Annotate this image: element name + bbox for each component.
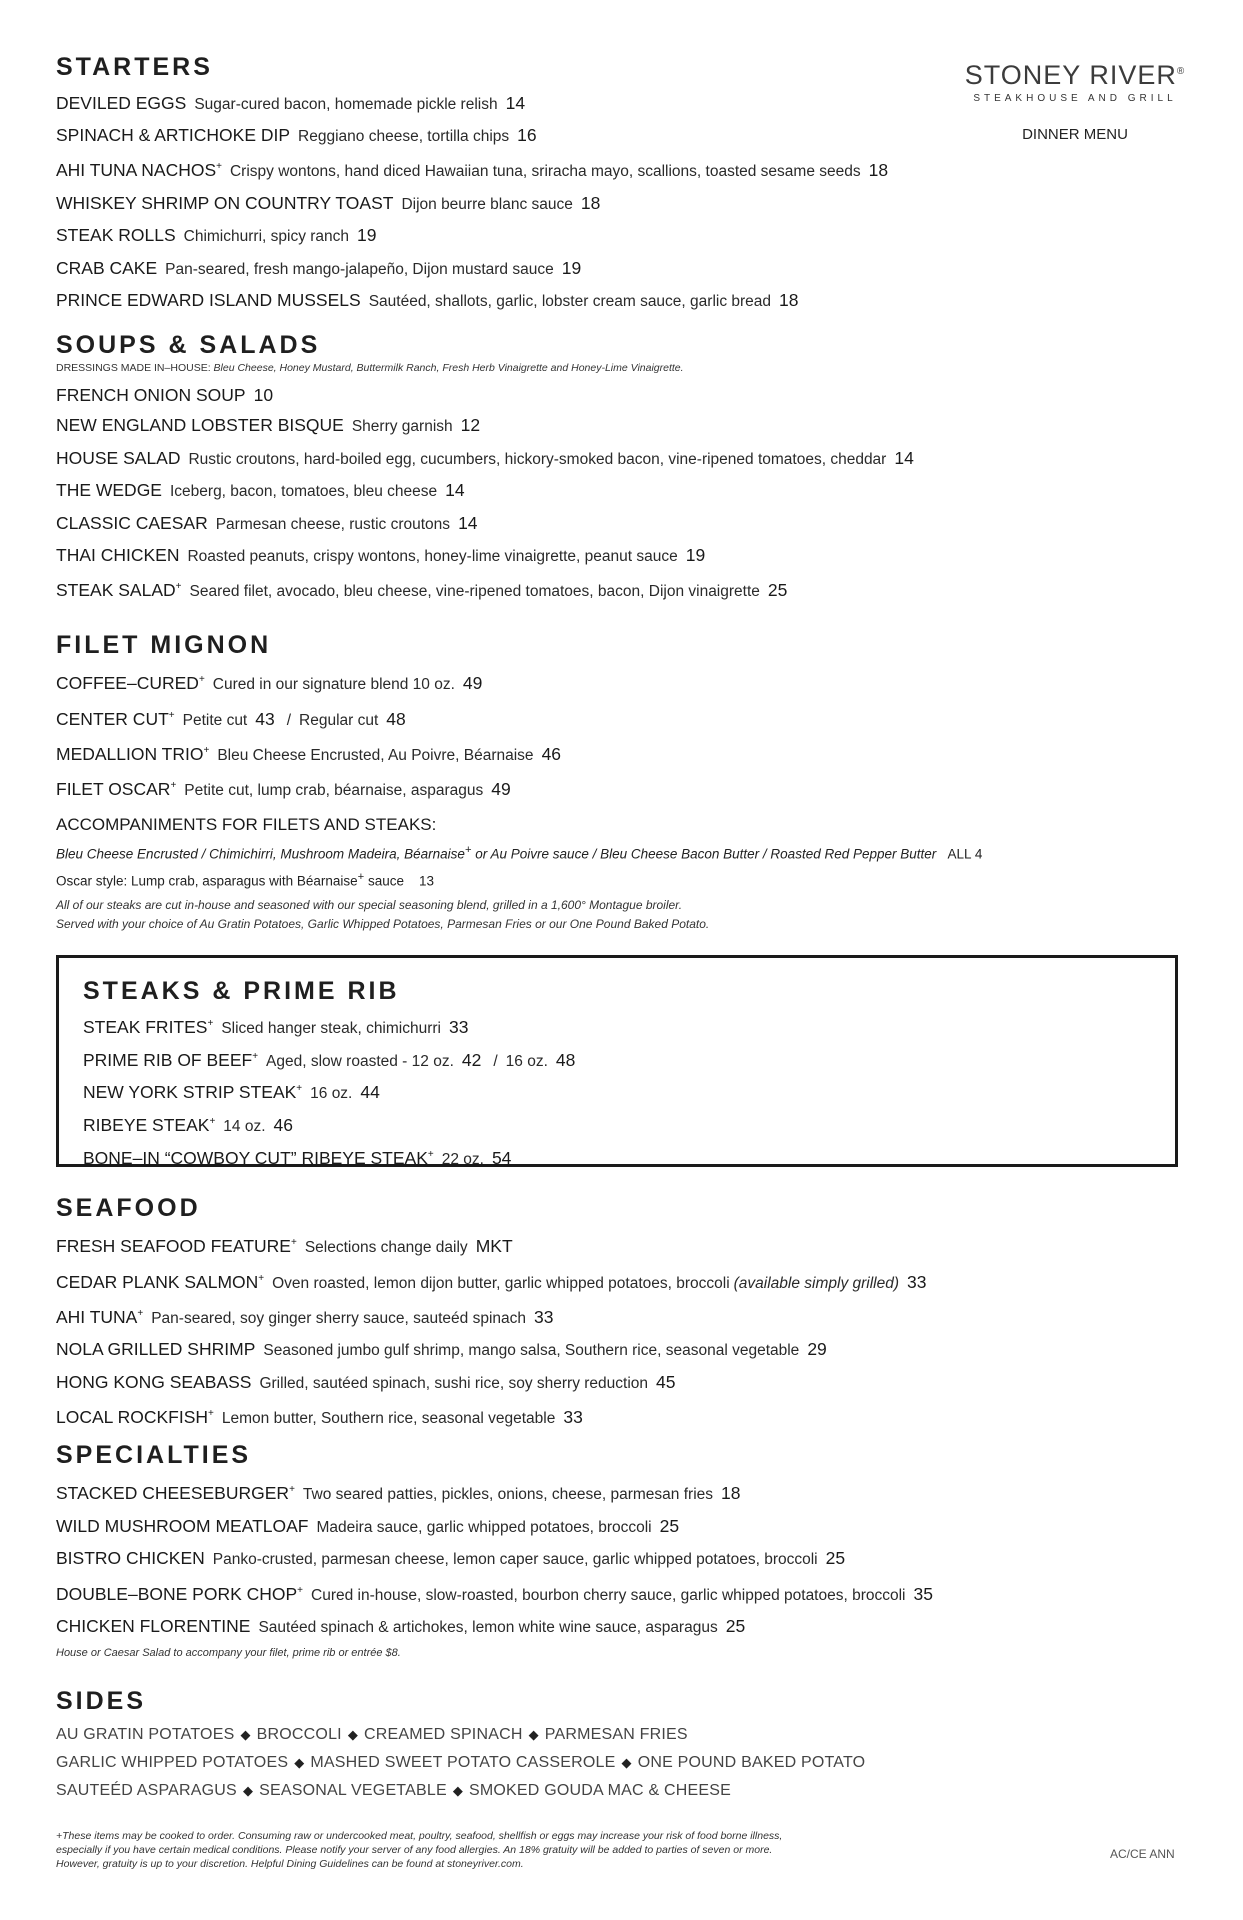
menu-item: [83, 1112, 575, 1137]
item-description: Petite cut: [182, 711, 248, 729]
item-list: [83, 1014, 575, 1170]
menu-item: [56, 125, 1176, 147]
item-name: [56, 1516, 308, 1536]
item-name: [56, 1616, 250, 1636]
item-mark: +: [198, 674, 205, 686]
item-name-text: CHICKEN FLORENTINE: [56, 1616, 251, 1637]
diamond-icon: ◆: [240, 1727, 251, 1742]
item-mark: +: [252, 1050, 259, 1062]
item-name-text: FILET OSCAR: [56, 779, 171, 800]
item-price: MKT: [475, 1236, 513, 1257]
sides-lines: [56, 1726, 1176, 1800]
section-title: SEAFOOD: [56, 1194, 201, 1222]
item-name-text: AHI TUNA NACHOS: [56, 160, 217, 181]
steak-note-2: Served with your choice of Au Gratin Potatoes, Garlic Whipped Potatoes, Parmesan Fries or our One Pound Baked Potato.: [56, 917, 710, 932]
disclaimer: +These items may be cooked to order. Consuming raw or undercooked meat, poultry, seafood, shellfish or eggs may increase your risk of food borne illness, especially if you have certain medical conditions. Please notify your server of any food allergies. An 18% gratuity will be added to parties of seven or more. However, gratuity is up to your discretion. Helpful Dining Guidelines can be found at stoneyriver.com.: [56, 1830, 783, 1870]
side-item: GARLIC WHIPPED POTATOES: [56, 1754, 289, 1771]
item-price: 33: [563, 1407, 583, 1428]
item-description: Lemon butter, Southern rice, seasonal vegetable: [221, 1410, 556, 1428]
item-name-text: NEW ENGLAND LOBSTER BISQUE: [56, 415, 344, 435]
section-title: SPECIALTIES: [56, 1441, 252, 1469]
item-description: Chimichurri, spicy ranch: [183, 228, 350, 246]
item-name-text: WHISKEY SHRIMP ON COUNTRY TOAST: [56, 192, 394, 213]
side-item: CREAMED SPINACH: [364, 1726, 523, 1743]
item-name-text: LOCAL ROCKFISH: [56, 1407, 209, 1428]
side-item: PARMESAN FRIES: [544, 1726, 688, 1743]
item-price: 42: [461, 1049, 482, 1070]
menu-item: [56, 1372, 1176, 1394]
item-description: Sugar-cured bacon, homemade pickle relish: [194, 95, 498, 113]
menu-label: DINNER MENU: [1022, 126, 1128, 143]
item-description: Sautéed spinach & artichokes, lemon white wine sauce, asparagus: [258, 1619, 718, 1637]
item-description: 14 oz.: [223, 1118, 266, 1136]
menu-item: [56, 1269, 1176, 1294]
diamond-icon: ◆: [452, 1783, 464, 1798]
item-name: [56, 193, 393, 213]
item-name: [56, 1372, 251, 1392]
item-name: [56, 673, 205, 693]
item-mark: +: [208, 1408, 214, 1420]
item-name: [83, 1115, 215, 1135]
menu-item: [56, 415, 1176, 437]
item-mark: +: [137, 1308, 144, 1320]
menu-item: [56, 480, 1176, 502]
item-description: Crispy wontons, hand diced Hawaiian tuna, sriracha mayo, scallions, toasted sesame seeds: [229, 163, 861, 181]
item-mark: +: [168, 709, 175, 721]
item-description: Sliced hanger steak, chimichurri: [221, 1019, 441, 1037]
menu-item: [83, 1014, 575, 1039]
item-price: 45: [656, 1371, 676, 1392]
menu-item: [56, 706, 1176, 731]
item-list: [56, 1234, 1176, 1430]
menu-item: [56, 1581, 1176, 1606]
item-description: 22 oz.: [441, 1151, 484, 1169]
menu-code: AC/CE ANN: [1110, 1847, 1175, 1861]
item-price: 33: [907, 1271, 927, 1292]
menu-item: [56, 1404, 1176, 1429]
item-name: [56, 709, 175, 729]
menu-item: [83, 1080, 575, 1105]
soups-salads-section: [56, 330, 1176, 602]
item-name-text: RIBEYE STEAK: [83, 1115, 210, 1136]
item-name-text: NOLA GRILLED SHRIMP: [56, 1339, 256, 1360]
item-name-text: CEDAR PLANK SALMON: [56, 1271, 259, 1292]
item-price: 16: [517, 125, 537, 145]
section-title: SIDES: [56, 1687, 147, 1715]
side-item: SAUTEÉD ASPARAGUS: [56, 1782, 237, 1799]
item-price-2: 48: [386, 708, 406, 729]
item-description: Pan-seared, fresh mango-jalapeño, Dijon mustard sauce: [165, 260, 554, 278]
item-name: [56, 1339, 255, 1359]
item-name: [56, 1584, 303, 1604]
side-item: BROCCOLI: [256, 1726, 342, 1743]
item-name: [83, 1050, 258, 1070]
side-item: MASHED SWEET POTATO CASSEROLE: [310, 1754, 616, 1771]
item-name: [56, 545, 179, 565]
item-description: Panko-crusted, parmesan cheese, lemon caper sauce, garlic whipped potatoes, broccoli: [212, 1551, 818, 1569]
seafood-section: [56, 1193, 1176, 1429]
item-name-text: CENTER CUT: [56, 708, 169, 729]
item-name: [56, 160, 222, 180]
item-name-text: PRIME RIB OF BEEF: [83, 1049, 253, 1070]
item-description: Seasoned jumbo gulf shrimp, mango salsa, Southern rice, seasonal vegetable: [263, 1342, 800, 1360]
item-name-text: COFFEE–CURED: [56, 673, 199, 694]
item-price: 33: [534, 1306, 554, 1327]
item-description: Cured in our signature blend 10 oz.: [212, 676, 455, 694]
item-name: [56, 1307, 143, 1327]
dressings-note: DRESSINGS MADE IN–HOUSE: Bleu Cheese, Honey Mustard, Buttermilk Ranch, Fresh Herb Vinaigrette and Honey-Lime Vinaigrette.: [56, 362, 684, 374]
item-description: Seared filet, avocado, bleu cheese, vine-ripened tomatoes, bacon, Dijon vinaigrette: [189, 583, 760, 601]
item-name: [56, 580, 181, 600]
item-mark: +: [216, 161, 222, 173]
item-description: Sherry garnish: [351, 418, 453, 435]
menu-item: [56, 93, 1176, 115]
item-mark: +: [258, 1272, 265, 1284]
menu-item: [56, 158, 1176, 183]
item-price: 10: [253, 384, 274, 405]
side-item: SMOKED GOUDA MAC & CHEESE: [469, 1782, 731, 1799]
item-name: [56, 290, 361, 310]
sides-line: [56, 1726, 1176, 1744]
side-item: SEASONAL VEGETABLE: [259, 1782, 447, 1799]
item-name-text: STEAK ROLLS: [56, 225, 176, 246]
menu-item: [56, 545, 1176, 567]
menu-item: [56, 1616, 1176, 1638]
menu-item: [83, 1145, 575, 1170]
item-name: [56, 779, 176, 799]
item-price: 14: [445, 480, 465, 500]
sides-line: [56, 1754, 1176, 1772]
menu-item: [56, 671, 1176, 696]
item-name-text: STEAK SALAD: [56, 580, 176, 601]
sides-section: [56, 1686, 1176, 1800]
item-price: 14: [505, 92, 526, 113]
item-mark: +: [203, 745, 210, 757]
menu-item: [56, 578, 1176, 603]
item-description: Dijon beurre blanc sauce: [401, 195, 573, 213]
specialties-section: [56, 1440, 1176, 1663]
item-price: 19: [561, 257, 582, 278]
accompaniments-line: Bleu Cheese Encrusted / Chimichirri, Mushroom Madeira, Béarnaise+ or Au Poivre sauce / Bleu Cheese Bacon Butter / Roasted Red Pepper Butter ALL 4: [56, 844, 983, 862]
item-description: Two seared patties, pickles, onions, cheese, parmesan fries: [302, 1486, 714, 1504]
item-description: Petite cut, lump crab, béarnaise, asparagus: [184, 782, 484, 800]
item-price: 25: [659, 1515, 680, 1536]
item-description: 16 oz.: [310, 1085, 353, 1103]
item-price: 44: [360, 1082, 380, 1103]
item-mark: +: [289, 1484, 295, 1496]
item-name: [56, 513, 208, 533]
starters-section: [56, 52, 1176, 312]
item-name-text: DEVILED EGGS: [56, 92, 187, 113]
item-mark: +: [297, 1584, 304, 1596]
item-price: 46: [541, 743, 562, 764]
item-description: Cured in-house, slow-roasted, bourbon cherry sauce, garlic whipped potatoes, broccoli: [311, 1586, 906, 1604]
item-description: Selections change daily: [304, 1239, 468, 1257]
item-mark: +: [296, 1083, 303, 1095]
item-list: [56, 1481, 1176, 1639]
side-item: ONE POUND BAKED POTATO: [637, 1754, 866, 1771]
menu-item: [56, 741, 1176, 766]
section-title: FILET MIGNON: [56, 631, 272, 659]
menu-item: [56, 1516, 1176, 1538]
item-name: [83, 1017, 213, 1037]
item-price: 19: [357, 225, 377, 246]
item-price: 25: [825, 1548, 846, 1569]
item-list: [56, 385, 1176, 603]
item-name: [56, 258, 157, 278]
item-name: [56, 1272, 264, 1292]
item-name: [83, 1148, 434, 1168]
item-description: Iceberg, bacon, tomatoes, bleu cheese: [169, 483, 438, 500]
item-description: Roasted peanuts, crispy wontons, honey-lime vinaigrette, peanut sauce: [187, 548, 678, 565]
item-name: [56, 1236, 297, 1256]
item-description: Pan-seared, soy ginger sherry sauce, sauteéd spinach: [151, 1309, 527, 1327]
item-name-text: CLASSIC CAESAR: [56, 512, 208, 533]
item-price: 12: [460, 415, 481, 435]
menu-item: [56, 258, 1176, 280]
item-name: [56, 1407, 214, 1427]
menu-item: [83, 1047, 575, 1072]
item-price: 18: [868, 160, 889, 181]
diamond-icon: ◆: [528, 1727, 539, 1742]
item-price: 43: [255, 708, 275, 729]
logo-name: STONEY RIVER®: [964, 60, 1186, 90]
item-price: 29: [807, 1339, 827, 1360]
item-name-text: PRINCE EDWARD ISLAND MUSSELS: [56, 290, 361, 311]
item-price: 33: [449, 1016, 469, 1037]
item-name-text: HOUSE SALAD: [56, 447, 181, 468]
menu-item: [56, 1234, 1176, 1259]
item-description: Bleu Cheese Encrusted, Au Poivre, Béarnaise: [217, 746, 534, 764]
item-description-2: Regular cut: [299, 711, 379, 729]
item-price: 14: [894, 447, 914, 468]
menu-item: [56, 513, 1176, 535]
menu-item: [56, 1339, 1176, 1361]
item-description: Madeira sauce, garlic whipped potatoes, broccoli: [316, 1518, 652, 1536]
menu-item: [56, 193, 1176, 215]
filet-section: [56, 630, 1176, 934]
item-name-text: AHI TUNA: [56, 1306, 138, 1327]
item-name-text: STACKED CHEESEBURGER: [56, 1483, 290, 1504]
menu-item: [56, 1481, 1176, 1506]
item-note: (available simply grilled): [733, 1274, 900, 1292]
diamond-icon: ◆: [294, 1755, 305, 1770]
item-name-text: BISTRO CHICKEN: [56, 1548, 205, 1569]
item-name-text: BONE–IN “COWBOY CUT” RIBEYE STEAK: [83, 1148, 428, 1169]
section-title: SOUPS & SALADS: [56, 331, 321, 359]
item-price: 46: [273, 1115, 293, 1136]
item-name-text: FRENCH ONION SOUP: [56, 384, 246, 405]
item-name-text: STEAK FRITES: [83, 1016, 208, 1037]
steaks-section: [83, 976, 575, 1170]
menu-item: [56, 776, 1176, 801]
item-description-2: 16 oz.: [505, 1052, 548, 1070]
item-name-text: FRESH SEAFOOD FEATURE: [56, 1236, 291, 1257]
diamond-icon: ◆: [621, 1755, 632, 1770]
steaks-box: [56, 955, 1178, 1167]
item-description: Sautéed, shallots, garlic, lobster cream sauce, garlic bread: [368, 293, 772, 311]
item-mark: +: [175, 581, 182, 593]
item-name-text: HONG KONG SEABASS: [56, 1371, 252, 1392]
item-name-text: THAI CHICKEN: [56, 545, 180, 565]
item-name: [56, 1548, 205, 1568]
item-mark: +: [207, 1018, 214, 1029]
item-name-text: MEDALLION TRIO: [56, 743, 204, 764]
item-separator: /: [493, 1052, 498, 1070]
menu-item: [56, 385, 1176, 405]
accompaniments-title: ACCOMPANIMENTS FOR FILETS AND STEAKS:: [56, 815, 437, 835]
item-description: Rustic croutons, hard-boiled egg, cucumbers, hickory-smoked bacon, vine-ripened tomatoes, cheddar: [188, 450, 887, 468]
item-name-text: SPINACH & ARTICHOKE DIP: [56, 125, 291, 145]
item-name-text: NEW YORK STRIP STEAK: [83, 1082, 297, 1103]
item-price: 18: [580, 192, 601, 213]
item-price: 18: [779, 290, 799, 311]
section-title: STEAKS & PRIME RIB: [83, 977, 400, 1005]
menu-item: [56, 1548, 1176, 1570]
item-price: 25: [767, 580, 788, 601]
menu-item: [56, 1304, 1176, 1329]
item-name: [83, 1082, 302, 1102]
item-name: [56, 385, 246, 405]
item-name: [56, 93, 186, 113]
diamond-icon: ◆: [242, 1783, 254, 1798]
item-mark: +: [209, 1116, 216, 1128]
logo-subtitle: STEAKHOUSE AND GRILL: [973, 93, 1177, 104]
item-price: 25: [725, 1616, 746, 1637]
item-name: [56, 1483, 295, 1503]
item-mark: +: [427, 1149, 434, 1161]
salad-note: House or Caesar Salad to accompany your filet, prime rib or entrée $8.: [56, 1647, 401, 1660]
menu-item: [56, 290, 1176, 312]
menu-item: [56, 225, 1176, 247]
item-description: Parmesan cheese, rustic croutons: [215, 515, 451, 533]
item-description: Oven roasted, lemon dijon butter, garlic whipped potatoes, broccoli: [272, 1274, 730, 1292]
sides-line: [56, 1782, 1176, 1800]
item-name: [56, 448, 180, 468]
item-price: 49: [491, 779, 511, 800]
item-name: [56, 125, 290, 145]
item-price: 18: [721, 1483, 741, 1504]
item-name: [56, 415, 344, 435]
item-mark: +: [170, 780, 177, 792]
oscar-line: Oscar style: Lump crab, asparagus with Béarnaise+ sauce 13: [56, 870, 435, 889]
item-description: Grilled, sautéed spinach, sushi rice, soy sherry reduction: [259, 1374, 649, 1392]
item-price: 54: [491, 1148, 512, 1169]
item-name: [56, 225, 176, 245]
item-name-text: WILD MUSHROOM MEATLOAF: [56, 1515, 309, 1536]
item-price-2: 48: [555, 1049, 576, 1070]
menu-item: [56, 448, 1176, 470]
item-name-text: CRAB CAKE: [56, 257, 158, 278]
item-mark: +: [290, 1237, 297, 1249]
item-separator: /: [286, 711, 292, 729]
item-name: [56, 480, 162, 500]
item-name: [56, 744, 209, 764]
item-name-text: DOUBLE–BONE PORK CHOP: [56, 1583, 298, 1604]
item-price: 19: [685, 545, 706, 565]
item-price: 49: [462, 673, 483, 694]
item-description: Reggiano cheese, tortilla chips: [298, 128, 510, 145]
diamond-icon: ◆: [347, 1727, 359, 1742]
side-item: AU GRATIN POTATOES: [56, 1726, 235, 1743]
item-description: Aged, slow roasted - 12 oz.: [266, 1052, 454, 1070]
item-list: [56, 93, 1176, 313]
item-name-text: THE WEDGE: [56, 480, 162, 500]
item-price: 14: [458, 512, 478, 533]
section-title: STARTERS: [56, 53, 213, 81]
item-list: [56, 671, 1176, 802]
item-price: 35: [913, 1583, 933, 1604]
steak-note-1: All of our steaks are cut in-house and seasoned with our special seasoning blend, grilled in a 1,600° Montague broiler.: [56, 898, 683, 913]
